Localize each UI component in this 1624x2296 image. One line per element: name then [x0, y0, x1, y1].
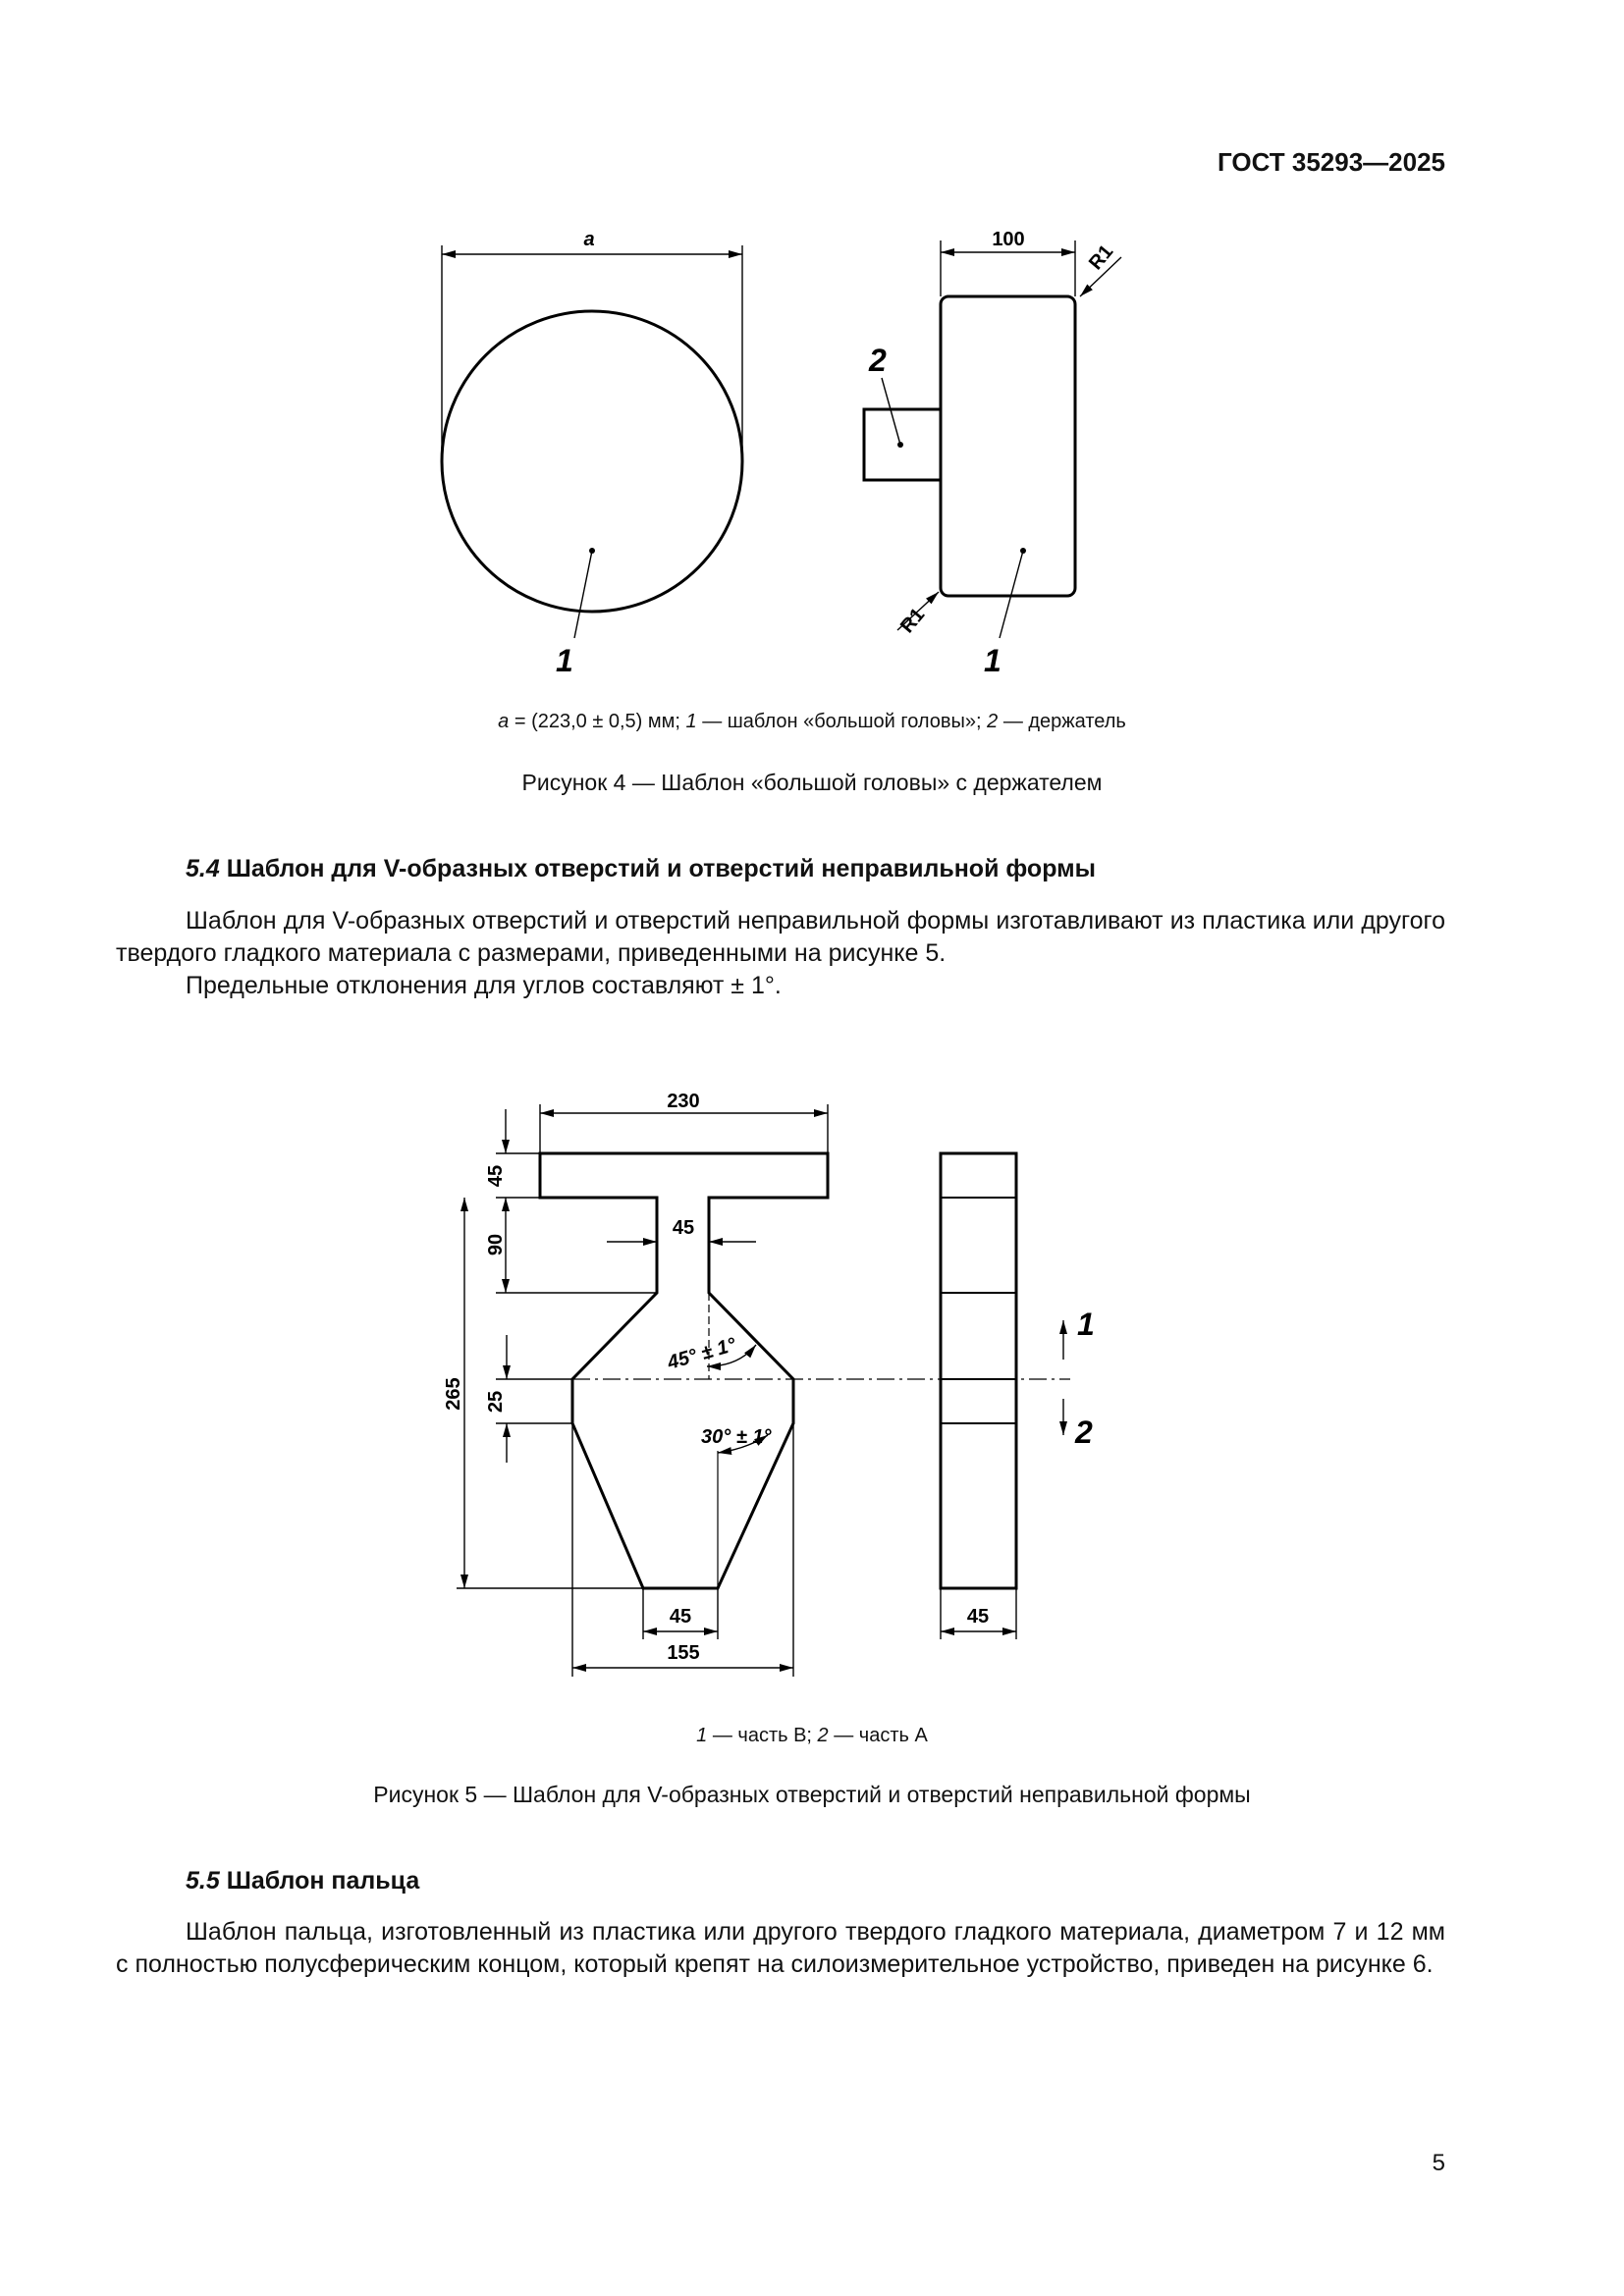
figure-5-legend: 1 — часть B; 2 — часть A	[696, 1725, 928, 1746]
dim-45-side: 45	[966, 1606, 990, 1628]
label-part-b: 1	[1077, 1307, 1095, 1342]
r1-top-label: R1	[1084, 240, 1118, 275]
big-head-circle	[442, 311, 742, 612]
document-number: ГОСТ 35293—2025	[1218, 147, 1445, 177]
section-5-4-heading: 5.4 Шаблон для V-образных отверстий и отверстий неправильной формы	[186, 855, 1096, 882]
figure-4-drawing	[0, 0, 1624, 707]
section-5-4-paragraph-1: Шаблон для V-образных отверстий и отверстий неправильной формы изготавливают из пластика или другого твердого гладкого материала с размерами, приведенными на рисунке 5.	[116, 907, 1445, 967]
v-template-side-view	[941, 1153, 1016, 1588]
dim-100: 100	[992, 229, 1025, 250]
dim-265: 265	[443, 1377, 464, 1411]
section-5-4-paragraph-2: Предельные отклонения для углов составляют ± 1°.	[186, 972, 782, 999]
dim-a: a	[583, 229, 595, 250]
section-5-5-heading: 5.5 Шаблон пальца	[186, 1867, 420, 1895]
holder-body	[941, 296, 1075, 596]
section-5-5-paragraph-1: Шаблон пальца, изготовленный из пластика или другого твердого гладкого материала, диаметром 7 и 12 мм с полностью полусферическим концом, который крепят на силоизмерительное устройство, приведен на рисунке 6.	[116, 1918, 1445, 1978]
label-2-handle: 2	[869, 343, 887, 378]
figure-4-legend: a = (223,0 ± 0,5) мм; 1 — шаблон «большой головы»; 2 — держатель	[498, 711, 1126, 732]
figure-5-caption: Рисунок 5 — Шаблон для V-образных отверстий и отверстий неправильной формы	[373, 1782, 1251, 1807]
dim-230: 230	[667, 1091, 700, 1112]
figure-4-caption: Рисунок 4 — Шаблон «большой головы» с держателем	[521, 770, 1103, 795]
figure-5-drawing	[0, 1060, 1624, 1688]
dim-45-bottom: 45	[669, 1606, 692, 1628]
dim-25: 25	[485, 1390, 507, 1414]
label-1-holder: 1	[984, 643, 1001, 678]
page-number: 5	[1432, 2150, 1445, 2176]
dim-90: 90	[485, 1233, 507, 1256]
label-part-a: 2	[1075, 1415, 1093, 1450]
dim-45-top: 45	[485, 1164, 507, 1188]
r1-bottom-label: R1	[895, 604, 930, 638]
label-1-circle: 1	[556, 643, 573, 678]
dim-45-neck: 45	[672, 1217, 695, 1239]
angle-45-label: 45° ± 1°	[665, 1333, 739, 1374]
angle-30-label: 30° ± 1°	[701, 1426, 772, 1448]
dim-155: 155	[667, 1642, 700, 1664]
